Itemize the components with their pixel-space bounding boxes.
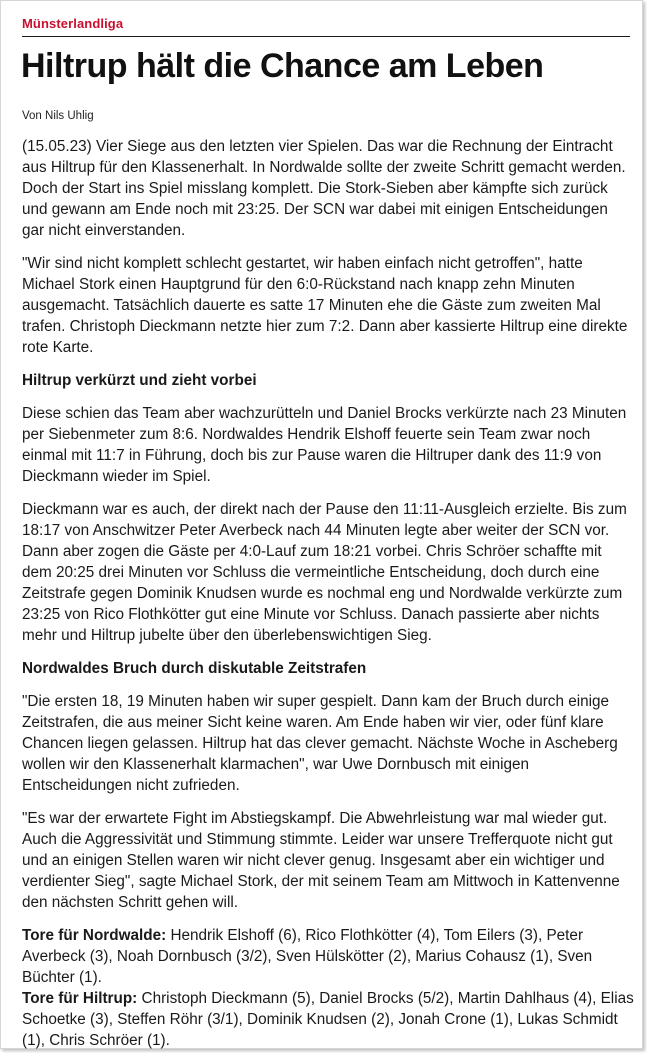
scorers-hiltrup-label: Tore für Hiltrup: bbox=[22, 990, 138, 1007]
subheading-1: Hiltrup verkürzt und zieht vorbei bbox=[22, 372, 257, 389]
scorers-nordwalde-label: Tore für Nordwalde: bbox=[22, 927, 167, 944]
subheading-2: Nordwaldes Bruch durch diskutable Zeitstrafen bbox=[22, 660, 367, 677]
paragraph-section2-a: "Die ersten 18, 19 Minuten haben wir super gespielt. Dann kam der Bruch durch einige Zeitstrafen, die aus meiner Sicht keine waren. Am Ende haben wir vier, oder fünf klare Chancen liegen gelassen. Hiltrup hat das clever gemacht. Nächste Woche in Ascheberg wollen wir den Klassenerhalt klarmachen", war Uwe Dornbusch mit einigen Entscheidungen nicht zufrieden. bbox=[22, 693, 618, 794]
author-byline: Von Nils Uhlig bbox=[22, 110, 94, 122]
scorers-block bbox=[22, 925, 634, 1051]
scorers-hiltrup-list: Christoph Dieckmann (5), Daniel Brocks (5/2), Martin Dahlhaus (4), Elias Schoetke (3), Steffen Röhr (3/1), Dominik Knudsen (2), Jonah Crone (1), Lukas Schmidt (1), Chris Schröer (1). bbox=[22, 990, 634, 1049]
section-kicker: Münsterlandliga bbox=[22, 16, 124, 31]
paragraph-quote-stork: "Wir sind nicht komplett schlecht gestartet, wir haben einfach nicht getroffen", hatte Michael Stork einen Hauptgrund für den 6:0-Rückstand nach knapp zehn Minuten ausgemacht. Tatsächlich dauerte es satte 17 Minuten ehe die Gäste zum zweiten Mal trafen. Christoph Dieckmann netzte hier zum 7:2. Dann aber kassierte Hiltrup eine direkte rote Karte. bbox=[22, 255, 628, 356]
scorers-nordwalde bbox=[22, 925, 634, 988]
article-headline: Hiltrup hält die Chance am Leben bbox=[21, 47, 544, 85]
scorers-hiltrup bbox=[22, 988, 634, 1051]
scorers-nordwalde-list: Hendrik Elshoff (6), Rico Flothkötter (4), Tom Eilers (3), Peter Averbeck (3), Noah Dornbusch (3/2), Sven Hülskötter (2), Marius Cohausz (1), Sven Büchter (1). bbox=[22, 927, 593, 986]
paragraph-section2-b: "Es war der erwartete Fight im Abstiegskampf. Die Abwehrleistung war mal wieder gut. Auch die Aggressivität und Stimmung stimmte. Leider war unsere Trefferquote nicht gut und an einigen Stellen waren wir nicht clever genug. Insgesamt aber ein wichtiger und verdienter Sieg", sagte Michael Stork, der mit seinem Team am Mittwoch in Kattenvenne den nächsten Schritt gehen will. bbox=[22, 810, 620, 911]
paragraph-section1-a: Diese schien das Team aber wachzurütteln und Daniel Brocks verkürzte nach 23 Minuten per Siebenmeter zum 8:6. Nordwaldes Hendrik Elshoff feuerte sein Team zwar noch einmal mit 11:7 in Führung, doch bis zur Pause waren die Hiltruper dank des 11:9 von Dieckmann wieder im Spiel. bbox=[22, 405, 627, 485]
article-body bbox=[22, 136, 634, 1051]
paragraph-section1-b: Dieckmann war es auch, der direkt nach der Pause den 11:11-Ausgleich erzielte. Bis zum 18:17 von Anschwitzer Peter Averbeck nach 44 Minuten legte aber weiter der SCN vor. Dann aber zogen die Gäste per 4:0-Lauf zum 18:21 vorbei. Chris Schröer schaffte mit dem 20:25 drei Minuten vor Schluss die vermeintliche Entscheidung, doch durch eine Zeitstrafe gegen Dominik Knudsen wurde es nochmal eng und Nordwalde verkürzte zum 23:25 von Rico Flothkötter gut eine Minute vor Schluss. Danach passierte aber nichts mehr und Hiltrup jubelte über den überlebenswichtigen Sieg. bbox=[22, 501, 627, 644]
kicker-divider bbox=[22, 36, 630, 37]
paragraph-intro: (15.05.23) Vier Siege aus den letzten vier Spielen. Das war die Rechnung der Eintracht aus Hiltrup für den Klassenerhalt. In Nordwalde sollte der zweite Schritt gemacht werden. Doch der Start ins Spiel misslang komplett. Die Stork-Sieben aber kämpfte sich zurück und gewann am Ende noch mit 23:25. Der SCN war dabei mit einigen Entscheidungen gar nicht einverstanden. bbox=[22, 138, 626, 239]
